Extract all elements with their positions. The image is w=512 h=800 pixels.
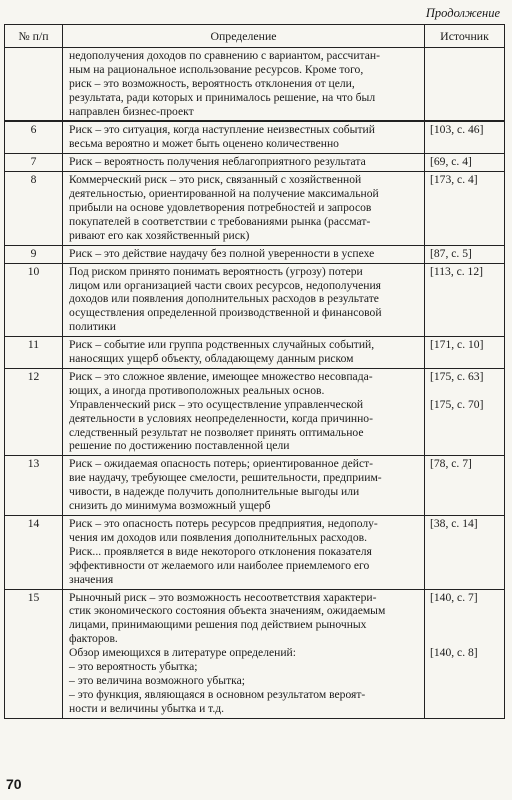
definition-line: недополучения доходов по сравнению с вариантом, рассчитан- xyxy=(69,48,380,62)
definition-line: значения xyxy=(69,572,114,586)
row-source xyxy=(425,121,505,153)
definition-line: доходов или появления дополнительных расходов в результате xyxy=(69,292,379,306)
definition-line: Риск – это действие наудачу без полной уверенности в успехе xyxy=(69,246,375,260)
source-reference: [87, с. 5] xyxy=(430,246,472,260)
source-reference: [103, с. 46] xyxy=(430,123,484,137)
continuation-label: Продолжение xyxy=(425,6,500,20)
source-reference: [78, с. 7] xyxy=(430,457,472,471)
definition-line: Риск... проявляется в виде некоторого отклонения показателя xyxy=(69,544,372,558)
definition-line: ным на рациональное использование ресурсов. Кроме того, xyxy=(69,62,364,76)
definition-line: наносящих ущерб объекту, обладающему данным риском xyxy=(69,352,354,366)
row-number: 12 xyxy=(5,368,63,455)
table-row xyxy=(5,516,505,590)
source-reference: [171, с. 10] xyxy=(430,338,484,352)
row-source xyxy=(425,337,505,369)
row-definition xyxy=(63,368,425,455)
definition-line: чения им доходов или появления дополнительных расходов. xyxy=(69,530,367,544)
table-row xyxy=(5,456,505,516)
definition-line: лицами, принимающими решения под действием рыночных xyxy=(69,618,367,632)
page-number: 70 xyxy=(6,776,22,792)
row-source xyxy=(425,456,505,516)
table-row xyxy=(5,263,505,337)
definition-line: риск – это возможность, вероятность отклонения от цели, xyxy=(69,76,355,90)
table-row xyxy=(5,154,505,172)
row-source xyxy=(425,589,505,718)
definition-line: покупателей в соответствии с требованиями рынка (рассмат- xyxy=(69,214,371,228)
definition-line: деятельности в условиях неопределенности, когда причинно- xyxy=(69,411,373,425)
source-reference: [175, с. 63] xyxy=(430,369,484,383)
source-reference: [113, с. 12] xyxy=(430,264,484,278)
definition-line: осуществления определенной производственной и финансовой xyxy=(69,306,382,320)
row-source xyxy=(425,245,505,263)
definition-line: Под риском принято понимать вероятность (угрозу) потери xyxy=(69,264,363,278)
column-header-source: Источник xyxy=(425,25,505,48)
row-number: 11 xyxy=(5,337,63,369)
definition-line: Риск – вероятность получения неблагоприятного результата xyxy=(69,155,366,169)
column-header-number: № п/п xyxy=(5,25,63,48)
row-source xyxy=(425,47,505,121)
table-header-row xyxy=(5,25,505,48)
row-definition xyxy=(63,337,425,369)
row-number: 10 xyxy=(5,263,63,337)
row-source xyxy=(425,154,505,172)
definition-line: стик экономического состояния объекта значениям, ожидаемым xyxy=(69,604,386,618)
row-definition xyxy=(63,456,425,516)
table-row xyxy=(5,368,505,455)
row-definition xyxy=(63,154,425,172)
row-source xyxy=(425,263,505,337)
definition-line: направлен бизнес-проект xyxy=(69,104,194,118)
definition-line: решение по достижению поставленной цели xyxy=(69,439,290,453)
definition-line: Рыночный риск – это возможность несоответствия характери- xyxy=(69,590,377,604)
definition-line: снизить до минимума возможный ущерб xyxy=(69,499,271,513)
definition-line: ющих, а иногда противоположных реальных основ. xyxy=(69,383,325,397)
column-header-definition: Определение xyxy=(63,25,425,48)
source-reference: [173, с. 4] xyxy=(430,173,478,187)
row-definition xyxy=(63,589,425,718)
row-definition xyxy=(63,516,425,590)
row-source xyxy=(425,172,505,246)
definition-line: факторов. xyxy=(69,632,118,646)
row-definition xyxy=(63,263,425,337)
table-row xyxy=(5,47,505,121)
source-reference: [69, с. 4] xyxy=(430,155,472,169)
definition-line: чивости, в надежде получить дополнительные выгоды или xyxy=(69,485,360,499)
row-definition xyxy=(63,172,425,246)
table-row xyxy=(5,245,505,263)
row-number: 7 xyxy=(5,154,63,172)
row-number: 8 xyxy=(5,172,63,246)
definition-line: Управленческий риск – это осуществление управленческой xyxy=(69,397,364,411)
definition-line: ривают его как хозяйственный риск) xyxy=(69,228,250,242)
definition-line: результата, ради которых и принималось решение, на что был xyxy=(69,90,376,104)
definitions-table xyxy=(4,24,505,719)
table-row xyxy=(5,172,505,246)
table-row xyxy=(5,589,505,718)
source-reference: [175, с. 70] xyxy=(430,397,484,411)
row-definition xyxy=(63,121,425,153)
table-row xyxy=(5,337,505,369)
definition-line: – это величина возможного убытка; xyxy=(69,673,245,687)
definition-line: весьма вероятно и может быть оценено количественно xyxy=(69,137,339,151)
definition-line: вие наудачу, требующее смелости, решительности, предприим- xyxy=(69,471,382,485)
definition-line: Риск – это опасность потерь ресурсов предприятия, недополу- xyxy=(69,517,378,530)
definition-line: Риск – это ситуация, когда наступление неизвестных событий xyxy=(69,123,375,137)
definition-line: прибыли на основе удовлетворения потребностей и запросов xyxy=(69,200,372,214)
definition-line: ности и величины убытка и т.д. xyxy=(69,701,225,715)
row-number: 13 xyxy=(5,456,63,516)
source-reference: [140, с. 7] xyxy=(430,590,478,604)
row-definition xyxy=(63,47,425,121)
definition-line: деятельностью, ориентированной на получение максимальной xyxy=(69,187,379,201)
row-definition xyxy=(63,245,425,263)
source-reference: [140, с. 8] xyxy=(430,646,478,660)
definition-line: Коммерческий риск – это риск, связанный с хозяйственной xyxy=(69,173,362,187)
row-number: 14 xyxy=(5,516,63,590)
definition-line: политики xyxy=(69,320,116,334)
definition-line: – это вероятность убытка; xyxy=(69,660,198,674)
row-number xyxy=(5,47,63,121)
definition-line: Риск – это сложное явление, имеющее множество несовпада- xyxy=(69,369,373,383)
definition-line: Риск – ожидаемая опасность потерь; ориентированное дейст- xyxy=(69,457,374,471)
row-source xyxy=(425,368,505,455)
definition-line: – это функция, являющаяся в основном результатом вероят- xyxy=(69,687,366,701)
row-number: 9 xyxy=(5,245,63,263)
definition-line: эффективности от желаемого или наиболее приемлемого его xyxy=(69,558,370,572)
definition-line: Риск – событие или группа родственных случайных событий, xyxy=(69,338,375,352)
row-number: 15 xyxy=(5,589,63,718)
row-number: 6 xyxy=(5,121,63,153)
source-reference: [38, с. 14] xyxy=(430,517,478,530)
definition-line: следственный результат не позволяет принять оптимальное xyxy=(69,425,364,439)
definition-line: Обзор имеющихся в литературе определений: xyxy=(69,646,296,660)
row-source xyxy=(425,516,505,590)
table-row xyxy=(5,121,505,153)
definition-line: лицом или организацией части своих ресурсов, недополучения xyxy=(69,278,381,292)
